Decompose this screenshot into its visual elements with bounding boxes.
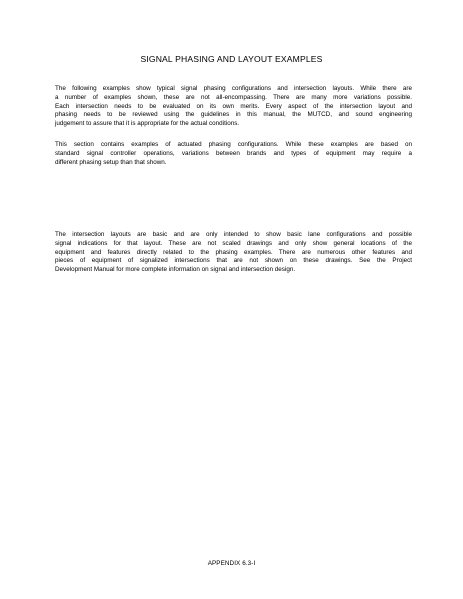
paragraph-2 — [55, 141, 412, 167]
paragraph-line: pieces of equipment of signalized intersections that are not shown on these drawings. See the Project — [55, 257, 412, 265]
paragraph-line: Development Manual for more complete information on signal and intersection design. — [55, 266, 296, 274]
page-title: SIGNAL PHASING AND LAYOUT EXAMPLES — [140, 54, 323, 64]
page-footer: APPENDIX 6.3-I — [207, 560, 256, 567]
paragraph-line: The following examples show typical signal phasing configurations and intersection layouts. While there are — [55, 85, 412, 92]
paragraph-1 — [55, 85, 412, 129]
paragraph-3 — [55, 231, 412, 275]
paragraph-line: different phasing setup than that shown. — [55, 158, 167, 166]
paragraph-line: Each intersection needs to be evaluated on its own merits. Every aspect of the intersection layout and — [55, 102, 412, 110]
paragraph-line: This section contains examples of actuated phasing configurations. While these examples are based on — [55, 141, 412, 148]
paragraph-line: signal indications for that layout. These are not scaled drawings and only show general locations of the — [55, 239, 412, 247]
paragraph-line: standard signal controller operations, variations between brands and types of equipment may require a — [55, 149, 412, 157]
paragraph-line: The intersection layouts are basic and are only intended to show basic lane configurations and possible — [55, 231, 412, 238]
paragraph-line: phasing needs to be reviewed using the guidelines in this manual, the MUTCD, and sound engineering — [55, 111, 412, 119]
paragraph-line: judgement to assure that it is appropriate for the actual conditions. — [55, 120, 240, 128]
paragraph-line: a number of examples shown, these are not all-encompassing. There are many more variations possible. — [55, 93, 412, 101]
paragraph-line: equipment and features directly related to the phasing examples. There are numerous other features and — [55, 248, 412, 256]
